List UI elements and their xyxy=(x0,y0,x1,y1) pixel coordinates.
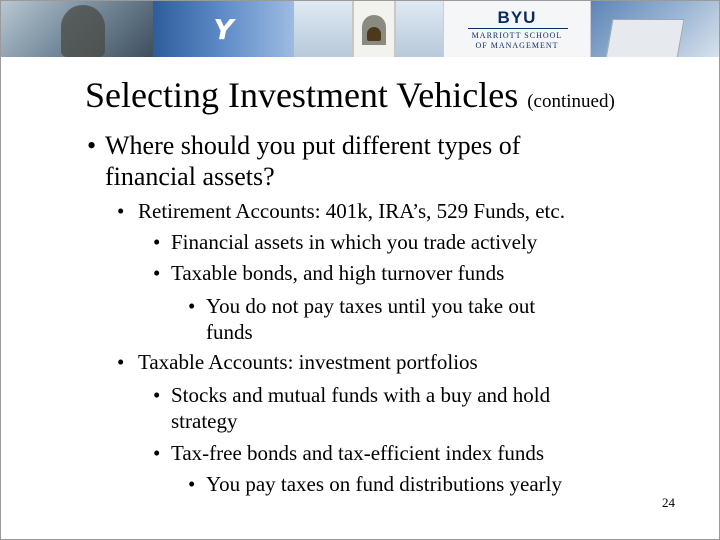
question-line-1: Where should you put different types of xyxy=(105,131,521,160)
bullet-list xyxy=(1,1,719,539)
bullet-dot: • xyxy=(117,350,125,374)
retirement-item-2-sub-line-2: funds xyxy=(206,320,253,344)
retirement-accounts: Retirement Accounts: 401k, IRA’s, 529 Funds, etc. xyxy=(138,199,565,223)
retirement-item-1: Financial assets in which you trade actively xyxy=(171,230,538,254)
bullet-dot: • xyxy=(153,441,161,465)
logo-subtitle-line2: OF MANAGEMENT xyxy=(475,41,559,50)
taxable-item-2: Tax-free bonds and tax-efficient index funds xyxy=(171,441,545,465)
bullet-dot: • xyxy=(188,294,196,318)
logo-subtitle-line1: MARRIOTT SCHOOL xyxy=(471,31,563,40)
bullet-dot: • xyxy=(153,261,161,285)
taxable-item-1-line-2: strategy xyxy=(171,409,238,433)
logo-title: BYU xyxy=(497,8,537,27)
bullet-dot: • xyxy=(153,383,161,407)
page-number: 24 xyxy=(662,495,675,510)
bullet-dot: • xyxy=(117,199,125,223)
retirement-item-2-sub-line-1: You do not pay taxes until you take out xyxy=(206,294,536,318)
taxable-item-2-sub: You pay taxes on fund distributions yearly xyxy=(206,472,563,496)
y-mark: Y xyxy=(213,13,234,46)
title-sub: (continued) xyxy=(527,91,615,112)
taxable-accounts: Taxable Accounts: investment portfolios xyxy=(138,350,478,374)
bullet-dot: • xyxy=(188,472,196,496)
bullet-dot: • xyxy=(87,131,97,160)
title-main: Selecting Investment Vehicles xyxy=(85,75,519,115)
bullet-dot: • xyxy=(153,230,161,254)
question-line-2: financial assets? xyxy=(105,162,275,191)
taxable-item-1-line-1: Stocks and mutual funds with a buy and hold xyxy=(171,383,551,407)
retirement-item-2: Taxable bonds, and high turnover funds xyxy=(171,261,505,285)
